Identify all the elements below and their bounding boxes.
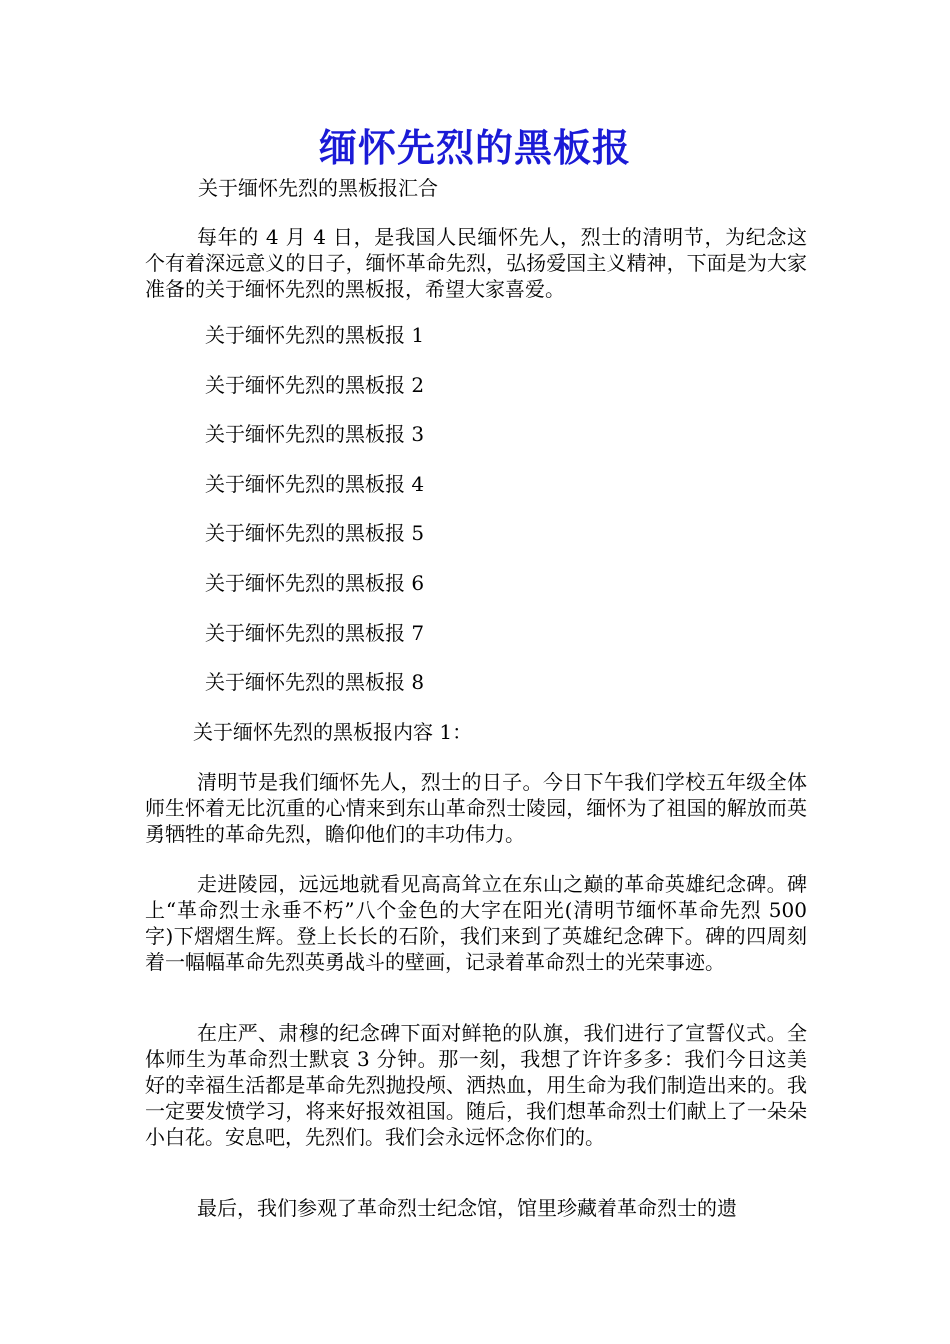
body-paragraph: 走进陵园，远远地就看见高高耸立在东山之巅的革命英雄纪念碑。碑上“革命烈士永垂不朽”八个金色的大字在阳光(清明节缅怀革命先烈 500 字)下熠熠生辉。登上长长的石阶，我们来到了英雄纪念碑下。碑的四周刻着一幅幅革命先烈英勇战斗的壁画，记录着革命烈士的光荣事迹。 bbox=[145, 872, 807, 974]
toc-item: 关于缅怀先烈的黑板报 2 bbox=[205, 373, 425, 397]
document-title: 缅怀先烈的黑板报 bbox=[318, 125, 631, 170]
toc-item: 关于缅怀先烈的黑板报 4 bbox=[205, 472, 425, 496]
document-subtitle: 关于缅怀先烈的黑板报汇合 bbox=[198, 176, 438, 200]
toc-item: 关于缅怀先烈的黑板报 7 bbox=[205, 621, 425, 645]
section-heading: 关于缅怀先烈的黑板报内容 1： bbox=[193, 720, 473, 744]
toc-item: 关于缅怀先烈的黑板报 8 bbox=[205, 670, 425, 694]
body-paragraph: 最后，我们参观了革命烈士纪念馆，馆里珍藏着革命烈士的遗 bbox=[197, 1196, 737, 1220]
toc-item: 关于缅怀先烈的黑板报 3 bbox=[205, 422, 425, 446]
body-paragraph: 清明节是我们缅怀先人，烈士的日子。今日下午我们学校五年级全体师生怀着无比沉重的心情来到东山革命烈士陵园，缅怀为了祖国的解放而英勇牺牲的革命先烈，瞻仰他们的丰功伟力。 bbox=[145, 770, 807, 846]
toc-item: 关于缅怀先烈的黑板报 1 bbox=[205, 323, 425, 347]
intro-paragraph: 每年的 4 月 4 日，是我国人民缅怀先人，烈士的清明节，为纪念这个有着深远意义的日子，缅怀革命先烈，弘扬爱国主义精神，下面是为大家准备的关于缅怀先烈的黑板报，希望大家喜爱。 bbox=[145, 225, 807, 301]
toc-item: 关于缅怀先烈的黑板报 6 bbox=[205, 571, 425, 595]
body-paragraph: 在庄严、肃穆的纪念碑下面对鲜艳的队旗，我们进行了宣誓仪式。全体师生为革命烈士默哀 3 分钟。那一刻，我想了许许多多：我们今日这美好的幸福生活都是革命先烈抛投颅、洒热血，用生命为我们制造出来的。我一定要发愤学习，将来好报效祖国。随后，我们想革命烈士们献上了一朵朵小白花。安息吧，先烈们。我们会永远怀念你们的。 bbox=[145, 1021, 807, 1149]
toc-item: 关于缅怀先烈的黑板报 5 bbox=[205, 521, 425, 545]
